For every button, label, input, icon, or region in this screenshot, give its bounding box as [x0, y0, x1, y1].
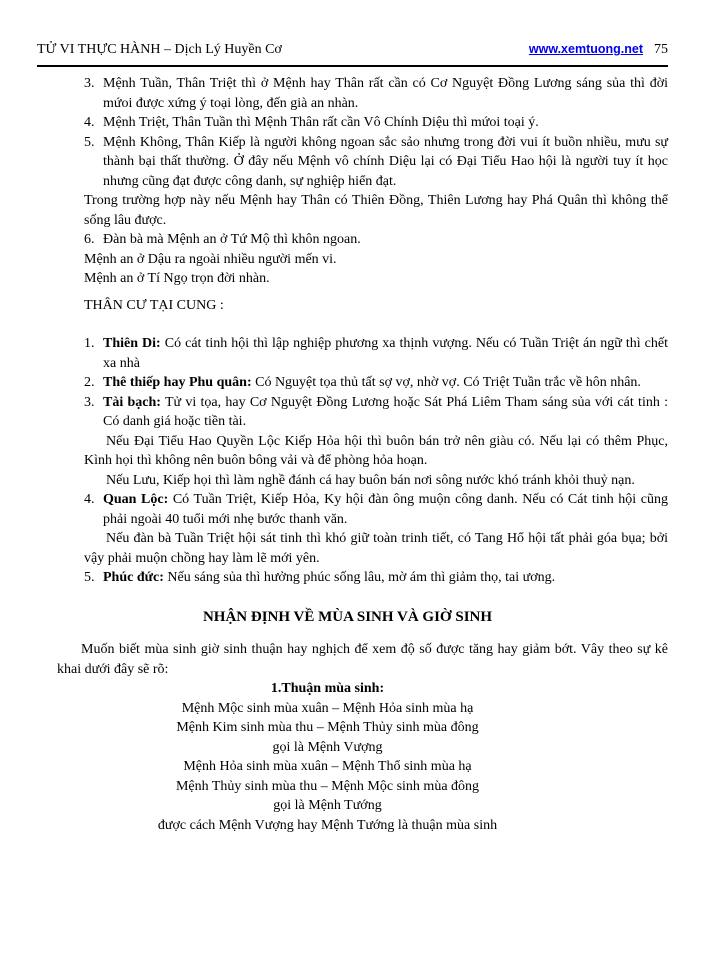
- list-item-text: [103, 490, 668, 529]
- list-item-number: 5.: [84, 134, 95, 150]
- page-header: [37, 42, 668, 58]
- list-item-number: 3.: [84, 76, 95, 91]
- rule-line: gọi là Mệnh Vượng: [272, 739, 383, 755]
- list-item-number: 4.: [84, 492, 95, 507]
- rule-line: gọi là Mệnh Tướng: [273, 798, 382, 813]
- list-item-body: Nếu sáng sủa thì hưởng phúc sống lâu, mờ ám thì giảm thọ, tai ương.: [163, 570, 556, 585]
- list-item-text: Mệnh Triệt, Thân Tuần thì Mệnh Thân rất cần Vô Chính Diệu thì mứoi toại ý.: [103, 115, 539, 130]
- list-item: [84, 393, 668, 432]
- list-item-body: Có Tuần Triệt, Kiếp Hỏa, Ky hội đàn ông muộn công danh. Nếu có Cát tinh hội cũng phải ngoài 40 tuổi mới nhẹ bước thanh văn.: [103, 492, 668, 527]
- rule-line: Mệnh Mộc sinh mùa xuân – Mệnh Hỏa sinh mùa hạ: [181, 700, 474, 716]
- list-item-text: [103, 373, 668, 393]
- rule-line: được cách Mệnh Vượng hay Mệnh Tướng là thuận mùa sinh: [157, 817, 498, 833]
- list-item-lead: Quan Lộc:: [103, 492, 169, 507]
- sub-heading: 1.Thuận mùa sinh:: [270, 681, 385, 696]
- document-body: [37, 74, 668, 835]
- list-item-text: [103, 393, 668, 432]
- list-item-text: [103, 334, 668, 373]
- list-item-lead: Phúc đức:: [103, 570, 164, 585]
- header-divider: [37, 65, 668, 67]
- page-number: 75: [654, 42, 668, 57]
- paragraph: Nếu đàn bà Tuần Triệt hội sát tinh thì khó giữ toàn trinh tiết, có Tang Hổ hội tất phải góa bụa; bởi vậy phải muộn chồng hay làm lẽ mới yên.: [84, 531, 668, 566]
- list-item-body: Tử vi tọa, hay Cơ Nguyệt Đồng Lương hoặc Sát Phá Liêm Tham sáng sủa với cát tinh : Có danh giá hoặc tiền tài.: [103, 394, 668, 429]
- paragraph: Nếu Đại Tiểu Hao Quyền Lộc Kiếp Hỏa hội thì buôn bán trở nên giàu có. Nếu lại có thêm Phục, Kình họi thì không nên buôn bông vải và để phòng hỏa hoạn.: [84, 433, 668, 468]
- rule-line: Mệnh Hỏa sinh mùa xuân – Mệnh Thổ sinh mùa hạ: [183, 759, 472, 774]
- list-item-body: Có cát tinh hội thì lập nghiệp phương xa thịnh vượng. Nếu có Tuần Triệt án ngữ thì chết xa nhà: [103, 336, 668, 371]
- list-item-number: 3.: [84, 394, 95, 410]
- document-title: TỬ VI THỰC HÀNH – Dịch Lý Huyền Cơ: [37, 42, 282, 57]
- list-item-number: 4.: [84, 115, 95, 130]
- list-item: [84, 568, 668, 588]
- list-item-lead: Thiên Di:: [103, 336, 161, 351]
- list-item-lead: Thê thiếp hay Phu quân:: [103, 375, 252, 390]
- paragraph: Trong trường hợp này nếu Mệnh hay Thân có Thiên Đồng, Thiên Lương hay Phá Quân thì không thể sống lâu được.: [84, 193, 668, 228]
- paragraph: Mệnh an ở Dậu ra ngoài nhiều người mến vi.: [84, 251, 337, 267]
- list-item-text: Đàn bà mà Mệnh an ở Tứ Mộ thì khôn ngoan.: [103, 232, 361, 247]
- list-item-lead: Tài bạch:: [103, 394, 161, 410]
- website-link[interactable]: www.xemtuong.net: [528, 42, 643, 56]
- intro-paragraph: Muốn biết mùa sinh giờ sinh thuận hay nghịch để xem độ số được tăng hay giảm bớt. Vây theo sự kê khai dưới đây sẽ rõ:: [57, 642, 668, 677]
- section-mua-sinh: [57, 608, 668, 836]
- list-item: [84, 230, 668, 250]
- list-item: [84, 490, 668, 529]
- header-right: [529, 42, 668, 58]
- list-item-number: 2.: [84, 375, 95, 390]
- mua-sinh-block: [57, 679, 598, 835]
- list-item-text: Mệnh Không, Thân Kiếp là người không ngoan sắc sảo nhưng trong đời vui ít buồn nhiều, mưu sự thành bại thất thường. Ở đây nếu Mệnh vô chính Diệu lại có Đại Tiểu Hao hội là người tuy ít học nhưng cũng đạt được công danh, sự nghiệp hiển đạt.: [103, 134, 668, 189]
- list-item-number: 5.: [84, 570, 95, 585]
- section-title: NHẬN ĐỊNH VỀ MÙA SINH VÀ GIỜ SINH: [202, 608, 493, 625]
- list-item-number: 1.: [84, 336, 95, 351]
- list-item: [84, 74, 668, 113]
- list-item: [84, 113, 668, 133]
- list-item: [84, 133, 668, 192]
- list-item: [84, 334, 668, 373]
- list-item-body: Có Nguyệt tọa thủ tất sợ vợ, nhờ vợ. Có Triệt Tuần trắc về hôn nhân.: [251, 375, 641, 390]
- rule-line: Mệnh Kim sinh mùa thu – Mệnh Thủy sinh mùa đông: [176, 720, 479, 735]
- list-item-number: 6.: [84, 232, 95, 247]
- section-than-menh: [84, 74, 668, 588]
- list-item: [84, 373, 668, 393]
- paragraph: Mệnh an ở Tí Ngọ trọn đời nhàn.: [84, 271, 270, 286]
- section-heading-than-cu: THÂN CƯ TẠI CUNG :: [84, 297, 224, 313]
- document-page: [0, 42, 705, 955]
- list-item-text: [103, 568, 668, 588]
- rule-line: Mệnh Thủy sinh mùa thu – Mệnh Mộc sinh mùa đông: [175, 778, 480, 794]
- paragraph: Nếu Lưu, Kiếp họi thì làm nghề đánh cá hay buôn bán nơi sông nước khó tránh khỏi thuỷ nạn.: [106, 472, 635, 488]
- list-item-text: Mệnh Tuần, Thân Triệt thì ở Mệnh hay Thân rất cần có Cơ Nguyệt Đồng Lương sáng sủa thì đời mứoi được xứng ý toại lòng, đến già an nhàn.: [103, 76, 668, 111]
